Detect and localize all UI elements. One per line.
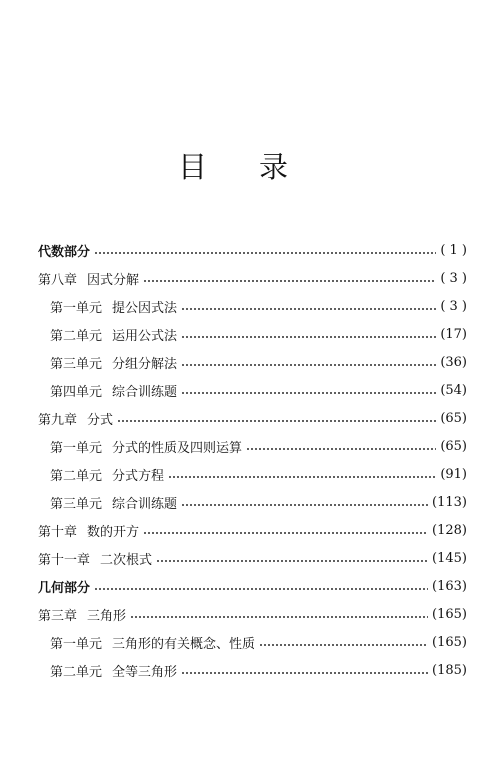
toc-entry-title: 分组分解法 bbox=[112, 356, 178, 372]
toc-page-number: (36) bbox=[440, 354, 467, 370]
toc-entry-title: 因式分解 bbox=[87, 272, 140, 288]
toc-entry-label bbox=[38, 409, 113, 428]
toc-entry-number: 第三单元 bbox=[50, 496, 103, 512]
dot-leader bbox=[130, 616, 428, 618]
toc-entry-number: 第九章 bbox=[38, 412, 78, 428]
toc-entry-label bbox=[38, 577, 90, 596]
toc-entry-label bbox=[50, 465, 164, 484]
toc-page-number: (145) bbox=[432, 550, 467, 566]
toc-unit-entry bbox=[0, 292, 504, 320]
toc-entry-title: 几何部分 bbox=[38, 580, 91, 596]
toc-page-number: ( 3 ) bbox=[440, 298, 467, 314]
toc-entry-number: 第二单元 bbox=[50, 328, 103, 344]
table-of-contents bbox=[0, 236, 504, 684]
toc-part-entry bbox=[0, 572, 504, 600]
toc-entry-number: 第一单元 bbox=[50, 300, 103, 316]
toc-entry-label bbox=[50, 325, 177, 344]
toc-unit-entry bbox=[0, 320, 504, 348]
toc-entry-label bbox=[50, 633, 255, 652]
toc-entry-label bbox=[50, 353, 177, 372]
toc-entry-title: 分式方程 bbox=[112, 468, 165, 484]
toc-entry-number: 第一单元 bbox=[50, 636, 103, 652]
dot-leader bbox=[259, 644, 428, 646]
toc-entry-label bbox=[38, 549, 152, 568]
toc-entry-title: 综合训练题 bbox=[112, 384, 178, 400]
toc-unit-entry bbox=[0, 628, 504, 656]
toc-entry-label bbox=[38, 605, 126, 624]
toc-entry-number: 第二单元 bbox=[50, 664, 103, 680]
toc-entry-title: 代数部分 bbox=[38, 244, 91, 260]
toc-entry-label bbox=[50, 381, 177, 400]
toc-entry-label bbox=[50, 297, 177, 316]
toc-entry-title: 综合训练题 bbox=[112, 496, 178, 512]
toc-page-number: (113) bbox=[432, 494, 467, 510]
toc-unit-entry bbox=[0, 432, 504, 460]
toc-entry-label bbox=[50, 661, 177, 680]
dot-leader bbox=[94, 252, 436, 254]
toc-page-number: (185) bbox=[432, 662, 467, 678]
toc-entry-title: 三角形的有关概念、性质 bbox=[112, 636, 256, 652]
toc-page-number: (128) bbox=[432, 522, 467, 538]
toc-entry-number: 第十一章 bbox=[38, 552, 91, 568]
toc-entry-number: 第一单元 bbox=[50, 440, 103, 456]
dot-leader bbox=[181, 672, 428, 674]
toc-entry-label bbox=[38, 241, 90, 260]
toc-page-number: (165) bbox=[432, 634, 467, 650]
toc-page-number: (54) bbox=[440, 382, 467, 398]
dot-leader bbox=[117, 420, 436, 422]
toc-entry-title: 数的开方 bbox=[87, 524, 140, 540]
toc-entry-title: 二次根式 bbox=[100, 552, 153, 568]
title-char-2: 录 bbox=[259, 150, 289, 184]
toc-entry-number: 第十章 bbox=[38, 524, 78, 540]
toc-page-number: ( 1 ) bbox=[440, 242, 467, 258]
dot-leader bbox=[246, 448, 436, 450]
toc-chapter-entry bbox=[0, 404, 504, 432]
toc-unit-entry bbox=[0, 656, 504, 684]
toc-entry-label bbox=[38, 269, 139, 288]
dot-leader bbox=[181, 308, 436, 310]
toc-page-number: (17) bbox=[440, 326, 467, 342]
toc-entry-number: 第三章 bbox=[38, 608, 78, 624]
toc-page-number: ( 3 ) bbox=[440, 270, 467, 286]
toc-page-number: (163) bbox=[432, 578, 467, 594]
dot-leader bbox=[143, 532, 428, 534]
toc-entry-title: 提公因式法 bbox=[112, 300, 178, 316]
dot-leader bbox=[181, 364, 436, 366]
toc-unit-entry bbox=[0, 460, 504, 488]
page-title bbox=[0, 150, 504, 184]
toc-entry-label bbox=[50, 493, 177, 512]
toc-entry-title: 三角形 bbox=[87, 608, 127, 624]
dot-leader bbox=[156, 560, 428, 562]
toc-page-number: (165) bbox=[432, 606, 467, 622]
toc-unit-entry bbox=[0, 488, 504, 516]
dot-leader bbox=[168, 476, 436, 478]
toc-chapter-entry bbox=[0, 600, 504, 628]
toc-entry-number: 第四单元 bbox=[50, 384, 103, 400]
title-char-1: 目 bbox=[178, 150, 208, 184]
toc-entry-label bbox=[38, 521, 139, 540]
dot-leader bbox=[181, 392, 436, 394]
toc-entry-title: 运用公式法 bbox=[112, 328, 178, 344]
toc-entry-title: 分式 bbox=[87, 412, 114, 428]
dot-leader bbox=[94, 588, 428, 590]
toc-page-number: (91) bbox=[440, 466, 467, 482]
toc-page-number: (65) bbox=[440, 438, 467, 454]
dot-leader bbox=[181, 336, 436, 338]
toc-unit-entry bbox=[0, 348, 504, 376]
toc-entry-number: 第二单元 bbox=[50, 468, 103, 484]
toc-chapter-entry bbox=[0, 544, 504, 572]
toc-unit-entry bbox=[0, 376, 504, 404]
dot-leader bbox=[143, 280, 436, 282]
toc-entry-number: 第三单元 bbox=[50, 356, 103, 372]
toc-page-number: (65) bbox=[440, 410, 467, 426]
toc-entry-title: 全等三角形 bbox=[112, 664, 178, 680]
toc-chapter-entry bbox=[0, 516, 504, 544]
toc-entry-number: 第八章 bbox=[38, 272, 78, 288]
dot-leader bbox=[181, 504, 428, 506]
toc-part-entry bbox=[0, 236, 504, 264]
toc-entry-title: 分式的性质及四则运算 bbox=[112, 440, 243, 456]
toc-chapter-entry bbox=[0, 264, 504, 292]
toc-entry-label bbox=[50, 437, 242, 456]
